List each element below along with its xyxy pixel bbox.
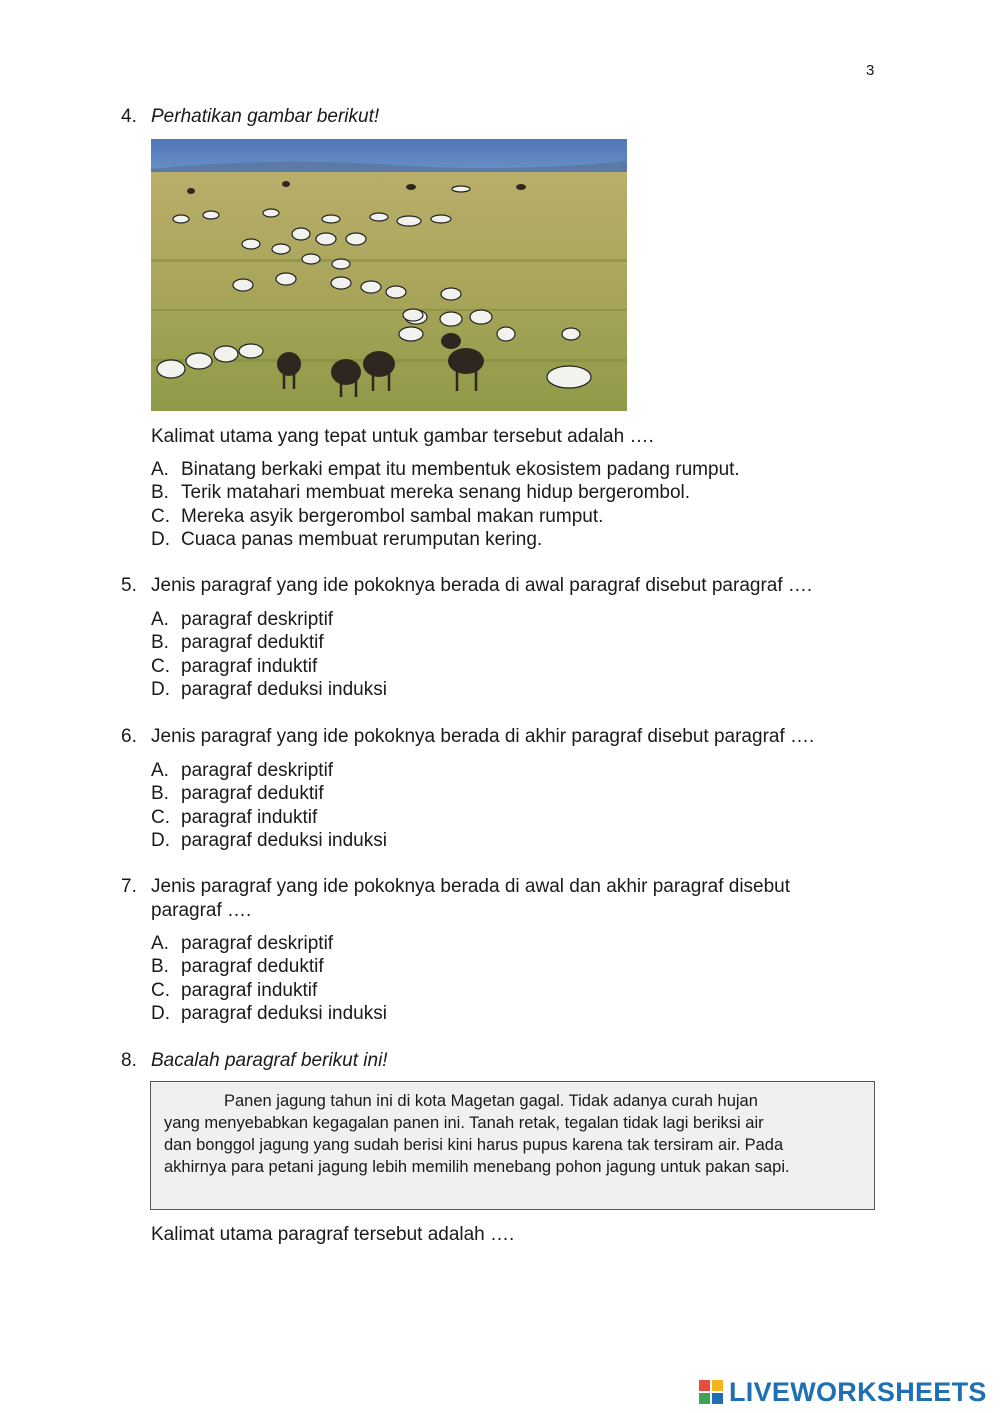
logo-blocks-icon	[699, 1380, 723, 1404]
q6-options	[151, 759, 387, 852]
question-text-line-2: paragraf ….	[151, 900, 252, 921]
q7-options	[151, 932, 387, 1025]
question-text: Jenis paragraf yang ide pokoknya berada di akhir paragraf disebut paragraf ….	[151, 726, 815, 747]
q4-question-text: Kalimat utama yang tepat untuk gambar tersebut adalah ….	[151, 426, 654, 447]
liveworksheets-logo	[699, 1377, 987, 1407]
logo-text: LIVEWORKSHEETS	[729, 1376, 987, 1407]
q8-question-text: Kalimat utama paragraf tersebut adalah ….	[151, 1224, 515, 1245]
option-b[interactable]: B. paragraf deduktif	[151, 783, 324, 805]
question-number: 5.	[121, 575, 137, 596]
question-number: 8.	[121, 1050, 137, 1071]
question-number: 7.	[121, 876, 137, 897]
question-text: Jenis paragraf yang ide pokoknya berada di awal paragraf disebut paragraf ….	[151, 575, 813, 596]
reading-paragraph-box	[150, 1081, 875, 1210]
option-b[interactable]: B. paragraf deduktif	[151, 956, 324, 978]
paragraph-line-2: yang menyebabkan kegagalan panen ini. Tanah retak, tegalan tidak lagi beriksi air	[164, 1114, 764, 1132]
option-d[interactable]: D. paragraf deduksi induksi	[151, 1002, 387, 1024]
paragraph-line-4: akhirnya para petani jagung lebih memilih menebang pohon jagung untuk pakan sapi.	[164, 1158, 790, 1176]
question-number: 6.	[121, 726, 137, 747]
option-b[interactable]: B. Terik matahari membuat mereka senang hidup bergerombol.	[151, 482, 691, 504]
option-c[interactable]: C. paragraf induktif	[151, 655, 318, 677]
option-d[interactable]: D. paragraf deduksi induksi	[151, 678, 387, 700]
option-c[interactable]: C. paragraf induktif	[151, 979, 318, 1001]
question-text-line-1: Jenis paragraf yang ide pokoknya berada di awal dan akhir paragraf disebut	[151, 876, 791, 897]
q5-options	[151, 608, 387, 701]
option-c[interactable]: C. paragraf induktif	[151, 806, 318, 828]
paragraph-line-3: dan bonggol jagung yang sudah berisi kini harus pupus karena tak tersiram air. Pada	[164, 1136, 784, 1154]
option-d[interactable]: D. paragraf deduksi induksi	[151, 829, 387, 851]
option-a[interactable]: A. paragraf deskriptif	[151, 609, 334, 630]
option-b[interactable]: B. paragraf deduktif	[151, 632, 324, 654]
option-d[interactable]: D. Cuaca panas membuat rerumputan kering.	[151, 528, 543, 550]
question-prompt: Bacalah paragraf berikut ini!	[151, 1050, 388, 1071]
question-prompt: Perhatikan gambar berikut!	[151, 106, 380, 127]
option-a[interactable]: A. Binatang berkaki empat itu membentuk ekosistem padang rumput.	[151, 459, 740, 480]
option-a[interactable]: A. paragraf deskriptif	[151, 760, 334, 781]
paragraph-line-1: Panen jagung tahun ini di kota Magetan gagal. Tidak adanya curah hujan	[224, 1092, 758, 1110]
page-number: 3	[866, 62, 875, 79]
question-number: 4.	[121, 106, 137, 127]
q4-options	[151, 458, 740, 551]
option-a[interactable]: A. paragraf deskriptif	[151, 933, 334, 954]
savanna-zebra-wildebeest-photo	[151, 139, 627, 411]
option-c[interactable]: C. Mereka asyik bergerombol sambal makan rumput.	[151, 505, 604, 527]
